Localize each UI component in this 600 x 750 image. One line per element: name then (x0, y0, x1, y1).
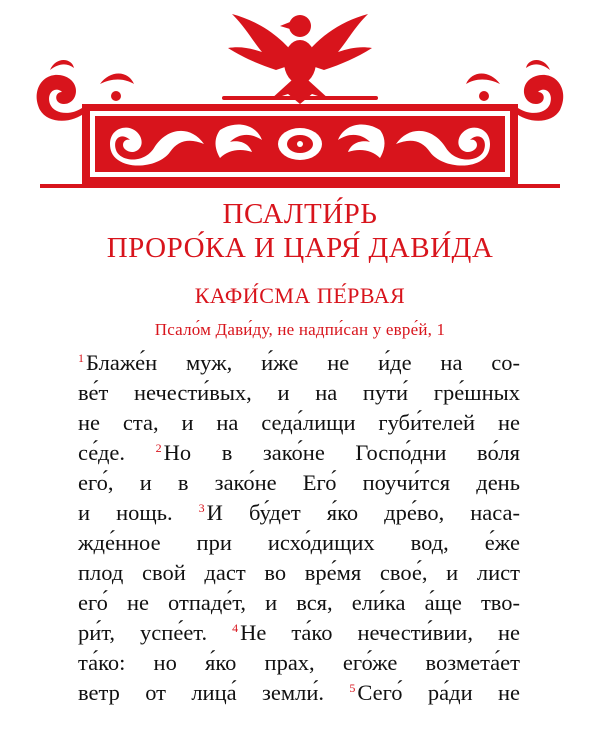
book-subtitle: ПРОРО́КА И ЦАРЯ́ ДАВИ́ДА (106, 232, 494, 264)
psalm-heading: Псало́м Дави́ду, не надпи́сан у евре́й, 1 (154, 320, 446, 339)
verse-number: 4 (232, 620, 239, 635)
text-line: ветр от лица́ земли́. $^5$Сего́ ра́ди не (78, 680, 520, 705)
psalm-text (78, 348, 520, 708)
text-line: $^1$Блаже́н муж, и́же не и́де на со- (78, 350, 520, 375)
kathisma-heading: КАФИ́СМА ПЕ́РВАЯ (194, 283, 406, 308)
ornament-frame (40, 104, 560, 188)
text-line: ри́т, успе́ет. $^4$Не та́ко нечести́вии, не (78, 620, 520, 645)
verse-number: 3 (198, 500, 205, 515)
text-line: жде́нное при исхо́дищих вод, е́же (78, 530, 520, 555)
text-line: се́де. $^2$Но в зако́не Госпо́дни во́ля (78, 440, 520, 465)
verse-number: 5 (349, 680, 356, 695)
text-line: его́, и в зако́не Его́ поучи́тся день (78, 470, 520, 495)
ornamental-headpiece (0, 0, 600, 200)
book-title: ПСАЛТИ́РЬ (222, 198, 378, 230)
text-line: плод свой даст во вре́мя свое́, и лист (78, 560, 520, 585)
text-line: не ста, и на седа́лищи губи́телей не (78, 410, 520, 435)
verse-number: 1 (78, 350, 84, 365)
verse-number: 2 (155, 440, 162, 455)
dove-icon (222, 14, 378, 104)
text-line: и нощь. $^3$И бу́дет я́ко дре́во, наса- (78, 500, 521, 525)
text-line: его́ не отпаде́т, и вся, ели́ка а́ще тво- (78, 590, 520, 615)
text-line: ве́т нечести́вых, и на пути́ гре́шных (78, 380, 520, 405)
text-line: та́ко: но я́ко прах, его́же возмета́ет (78, 650, 520, 675)
